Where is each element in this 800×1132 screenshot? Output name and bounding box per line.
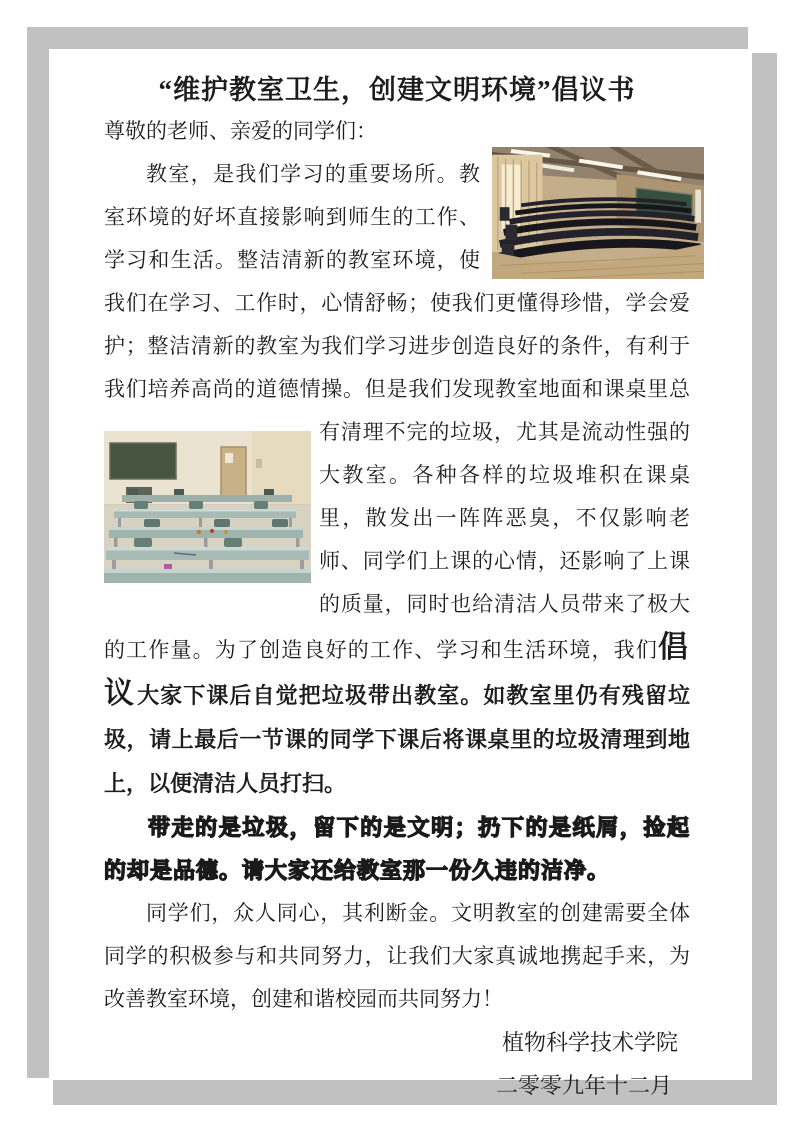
- emphasis-word: 倡议: [104, 631, 690, 710]
- lecture-hall-photo-art: [492, 147, 704, 279]
- classroom-desks-photo: [104, 431, 311, 583]
- outline-slogan-paragraph: 带走的是垃圾，留下的是文明；扔下的是纸屑，捡起的却是品德。请大家还给教室那一份久违的洁净。: [104, 815, 690, 883]
- salutation-line: 尊敬的老师、亲爱的同学们：: [104, 119, 377, 143]
- paragraph1-part-a: 教室，是我们学习的重要场所。教室环境的好坏直接影响到师生的工作、学习和生活。整洁清新的教室环境，使我们在学习、工作时，心情舒畅；使我们更懂得珍惜，学会爱护；整洁清新的教室为我们学习进步创造良好的条件，有利于我们培养高尚的道德情操。但是我们发现教室地面和课桌里总有清理不: [104, 162, 690, 444]
- lecture-hall-photo: [492, 147, 704, 279]
- document-title: “维护教室卫生，创建文明环境”倡议书: [158, 75, 636, 105]
- body-paragraph: [104, 153, 690, 806]
- signature-date: 二零零九年十二月: [495, 1073, 672, 1098]
- closing-paragraph: 同学们，众人同心，其利断金。文明教室的创建需要全体同学的积极参与和共同努力，让我们大家真诚地携起手来，为改善教室环境，创建和谐校园而共同努力！: [104, 901, 690, 1011]
- paragraph1-part-b: 完的垃圾，尤其是流动性强的大教室。各种各样的垃圾堆积在课桌里，散发出一阵阵恶臭，不仅影响老师、同学们上课的心情，还影响了上课的质量，同时也给清洁人员带来了极大的工作量。为了创造良好的工作、学习和生活环境，我们: [104, 420, 690, 662]
- classroom-desks-photo-art: [104, 431, 311, 583]
- document-page: [50, 50, 748, 1098]
- signature-block: [104, 1021, 690, 1107]
- signature-organization: 植物科学技术学院: [501, 1030, 678, 1055]
- paragraph1-part-c: 大家下课后自觉把垃圾带出教室。如教室里仍有残留垃圾，请上最后一节课的同学下课后将课桌里的垃圾清理到地上，以便清洁人员打扫。: [104, 683, 690, 796]
